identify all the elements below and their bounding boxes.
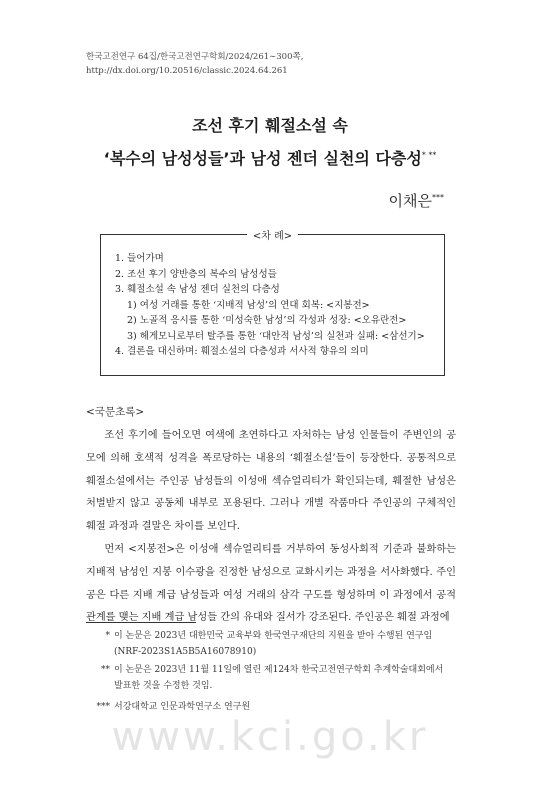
- author-name: 이채은: [388, 192, 432, 210]
- paper-title-line-1: 조선 후기 훼절소설 속: [192, 116, 348, 135]
- toc-item: 2. 조선 후기 양반층의 복수의 남성성들: [115, 268, 277, 280]
- footnote-text: 이 논문은 2023년 대한민국 교육부와 한국연구재단의 지원을 받아 수행된 연구임: [114, 631, 433, 641]
- footnote-mark: **: [101, 665, 110, 675]
- toc-item: 2) 노골적 응시를 통한 ‘미성숙한 남성’의 각성과 성장: <오유란전>: [127, 315, 407, 326]
- paper-title-line-2: [0, 146, 540, 169]
- title-footnote-mark: * **: [421, 150, 437, 160]
- footnote-text: 서강대학교 인문과학연구소 연구원: [114, 702, 251, 712]
- footnote: [86, 628, 458, 660]
- kci-watermark: www.kci.go.kr: [111, 714, 429, 760]
- journal-info-line: 한국고전연구 64집/한국고전연구학회/2024/261∼300쪽,: [86, 52, 304, 62]
- toc-heading: <차 례>: [247, 231, 298, 242]
- footnote-text: 발표한 것을 수정한 것임.: [114, 681, 213, 691]
- abstract-heading: <국문초록>: [86, 406, 145, 418]
- toc-item: 1) 여성 거래를 통한 ‘지배적 남성’의 연대 회복: <지봉전>: [127, 299, 370, 311]
- footnote-text: 이 논문은 2023년 11월 11일에 열린 제124차 한국고전연구학회 추계학술대회에서: [114, 665, 444, 675]
- footnote: [86, 662, 458, 694]
- footnote-text: (NRF-2023S1A5B5A16078910): [114, 647, 257, 657]
- toc-item: 1. 들어가며: [115, 253, 164, 264]
- abstract-body: [86, 425, 456, 630]
- footnote-mark: ***: [96, 702, 110, 712]
- footnote-mark: *: [105, 631, 110, 641]
- footnote: [86, 699, 458, 715]
- doi-link[interactable]: http://dx.doi.org/10.20516/classic.2024.64.261: [86, 66, 288, 76]
- author-footnote-mark: ***: [432, 193, 444, 202]
- abstract-paragraph: 먼저 <지봉전>은 이성애 섹슈얼리티를 거부하여 동성사회적 기준과 불화하는 지배적 남성인 지봉 이수광을 진정한 남성으로 교화시키는 과정을 서사화했다. 주인공은 다른 지배 계급 남성들과 여성 거래의 삼각 구도를 형성하며 이 과정에서 공적 관계를 맺는 지배 계급 남성들 간의 유대와 질서가 강조된다. 주인공은 훼절 과정에: [86, 543, 456, 624]
- toc-item: 3) 헤게모니로부터 탈주를 통한 ‘대안적 남성’의 실천과 실패: <삼선기>: [127, 330, 425, 342]
- toc-item: 4. 결론을 대신하며: 훼절소설의 다층성과 서사적 향유의 의미: [115, 346, 369, 357]
- journal-citation: [86, 50, 303, 78]
- paper-title-text: ‘복수의 남성성들’과 남성 젠더 실천의 다층성: [103, 149, 422, 168]
- author: [389, 190, 444, 211]
- abstract-paragraph: 조선 후기에 들어오면 여색에 초연하다고 자처하는 남성 인물들이 주변인의 공모에 의해 호색적 성격을 폭로당하는 내용의 ‘훼절소설’들이 등장한다. 공통적으로 훼절소설에서는 주인공 남성들의 이성애 섹슈얼리티가 확인되는데, 훼절한 남성은 처벌받지 않고 공동체 내부로 포용된다. 그러나 개별 작품마다 주인공의 구체적인 훼절 과정과 결말은 차이를 보인다.: [86, 430, 456, 533]
- table-of-contents: [100, 231, 445, 376]
- footnote-divider: [86, 622, 196, 623]
- toc-list: [115, 251, 425, 360]
- toc-item: 3. 훼절소설 속 남성 젠더 실천의 다층성: [115, 284, 280, 295]
